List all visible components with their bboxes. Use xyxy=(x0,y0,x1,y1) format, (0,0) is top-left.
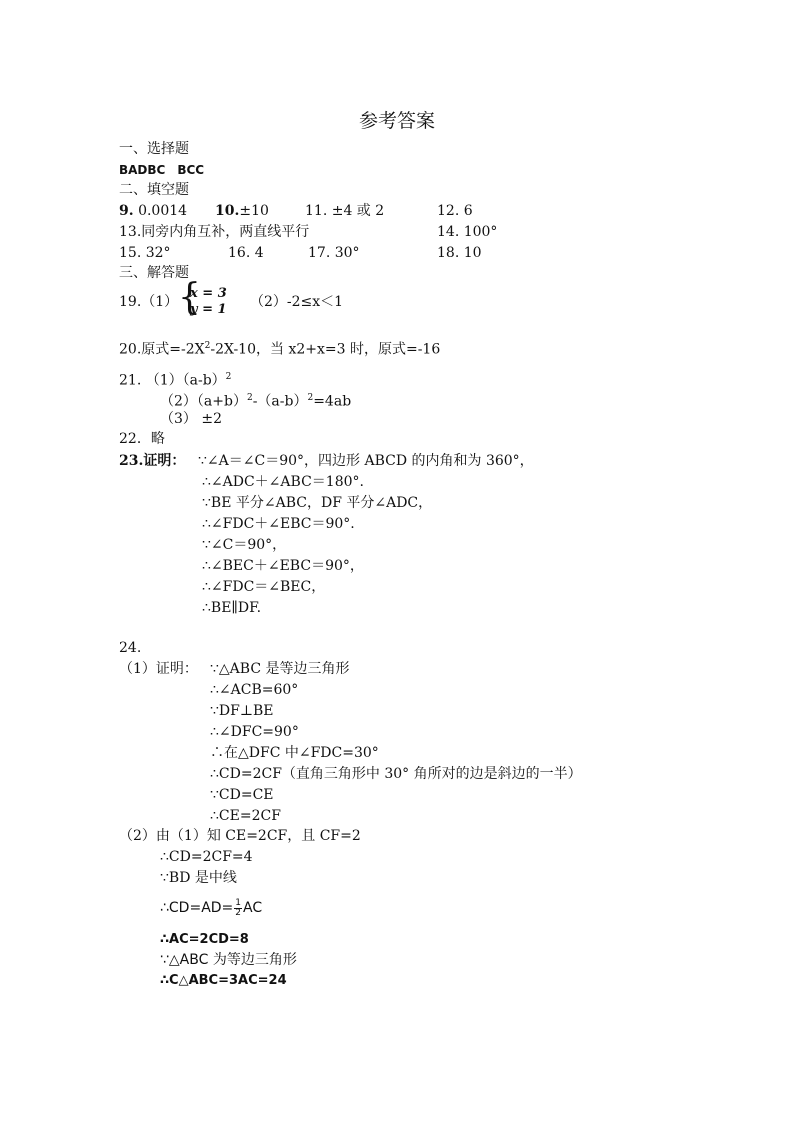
q24-p2-line-1: ∴CD=2CF=4 xyxy=(160,849,253,865)
answer-q11: 11. ±4 或 2 xyxy=(305,203,385,219)
q23-line-8: ∴BE∥DF. xyxy=(202,600,262,616)
page-title: 参考答案 xyxy=(358,110,435,132)
q24-p2-line-5: ∵△ABC 为等边三角形 xyxy=(160,952,297,968)
answer-q9: 9. 0.0014 xyxy=(119,203,188,219)
equation-system xyxy=(178,277,238,318)
q23-line-7: ∴∠FDC＝∠BEC， xyxy=(202,579,326,595)
q24-p2-line-0: （2）由（1）知 CE=2CF，且 CF=2 xyxy=(119,828,361,844)
answer-q20: 20.原式$=-2X^2-2X-10$，当 x2+x=3 时，原式=-16 xyxy=(119,341,441,358)
q23-line-6: ∴∠BEC＋∠EBC＝90°， xyxy=(202,558,364,574)
q24-p1-line-5: ∴在△DFC 中∠FDC=30° xyxy=(210,745,379,761)
answer-q23-label: 23.证明： xyxy=(119,453,186,469)
answer-q17: 17. 30° xyxy=(308,245,360,261)
q23-line-5: ∵∠C＝90°， xyxy=(202,537,287,553)
section-heading-solve: 三、解答题 xyxy=(119,265,189,281)
q24-p1-line-7: ∵CD=CE xyxy=(210,787,274,803)
answer-q14: 14. 100° xyxy=(437,224,498,240)
q23-line-2: ∴∠ADC＋∠ABC＝180°. xyxy=(202,474,364,490)
answer-q15: 15. 32° xyxy=(119,245,171,261)
answer-q13: 13.同旁内角互补，两直线平行 xyxy=(119,224,310,240)
q24-p2-line-6: ∴C△ABC=3AC=24 xyxy=(160,973,287,988)
choice-answers: BADBC BCC xyxy=(119,163,205,177)
q23-line-3: ∵BE 平分∠ABC，DF 平分∠ADC， xyxy=(202,495,433,511)
answer-q19-label: 19.（1） xyxy=(119,294,179,310)
q24-p2-line-2: ∵BD 是中线 xyxy=(160,870,237,886)
left-brace-icon: { xyxy=(178,277,201,318)
answer-q16: 16. 4 xyxy=(228,245,264,261)
q23-line-1: ∵∠A＝∠C＝90°，四边形 ABCD 的内角和为 360°， xyxy=(198,453,534,469)
q24-p1-line-8: ∴CE=2CF xyxy=(210,808,281,824)
equation-x: x = 3 xyxy=(190,286,227,301)
q24-part1-label: （1）证明： xyxy=(119,661,198,677)
section-heading-choice: 一、选择题 xyxy=(119,141,189,157)
q24-p2-line-3: ∴CD=AD= $\frac{1}{2}$ AC xyxy=(160,897,263,918)
q23-line-4: ∴∠FDC＋∠EBC＝90°. xyxy=(202,516,355,532)
answer-q12: 12. 6 xyxy=(437,203,473,219)
q24-p1-line-4: ∴∠DFC=90° xyxy=(210,724,299,740)
q24-p1-line-3: ∵DF⊥BE xyxy=(210,703,274,719)
answer-q21-2: $(2)(a+b)^2-(a-b)^2=4ab$ xyxy=(160,393,352,410)
answer-q22: 22．略 xyxy=(119,431,165,447)
equation-y: y = 1 xyxy=(190,302,227,317)
answer-q21-1: 21. $(1)(a-b)^2$ xyxy=(119,372,232,389)
answer-q10: 10.±10 xyxy=(215,203,269,219)
answer-q24-label: 24. xyxy=(119,640,142,656)
q24-p2-line-4: ∴AC=2CD=8 xyxy=(160,932,249,947)
answer-q18: 18. 10 xyxy=(437,245,482,261)
answer-q21-3: （3） ±2 xyxy=(160,411,222,427)
q24-p1-line-6: ∴CD=2CF（直角三角形中 30° 角所对的边是斜边的一半） xyxy=(210,766,582,782)
q24-p1-line-2: ∴∠ACB=60° xyxy=(210,682,299,698)
answer-q19-part2: （2）-2≤x＜1 xyxy=(250,294,344,310)
fraction-half: $\frac{1}{2}$ xyxy=(235,897,242,918)
section-heading-fill: 二、填空题 xyxy=(119,182,189,198)
q24-p1-line-1: ∵△ABC 是等边三角形 xyxy=(210,661,350,677)
